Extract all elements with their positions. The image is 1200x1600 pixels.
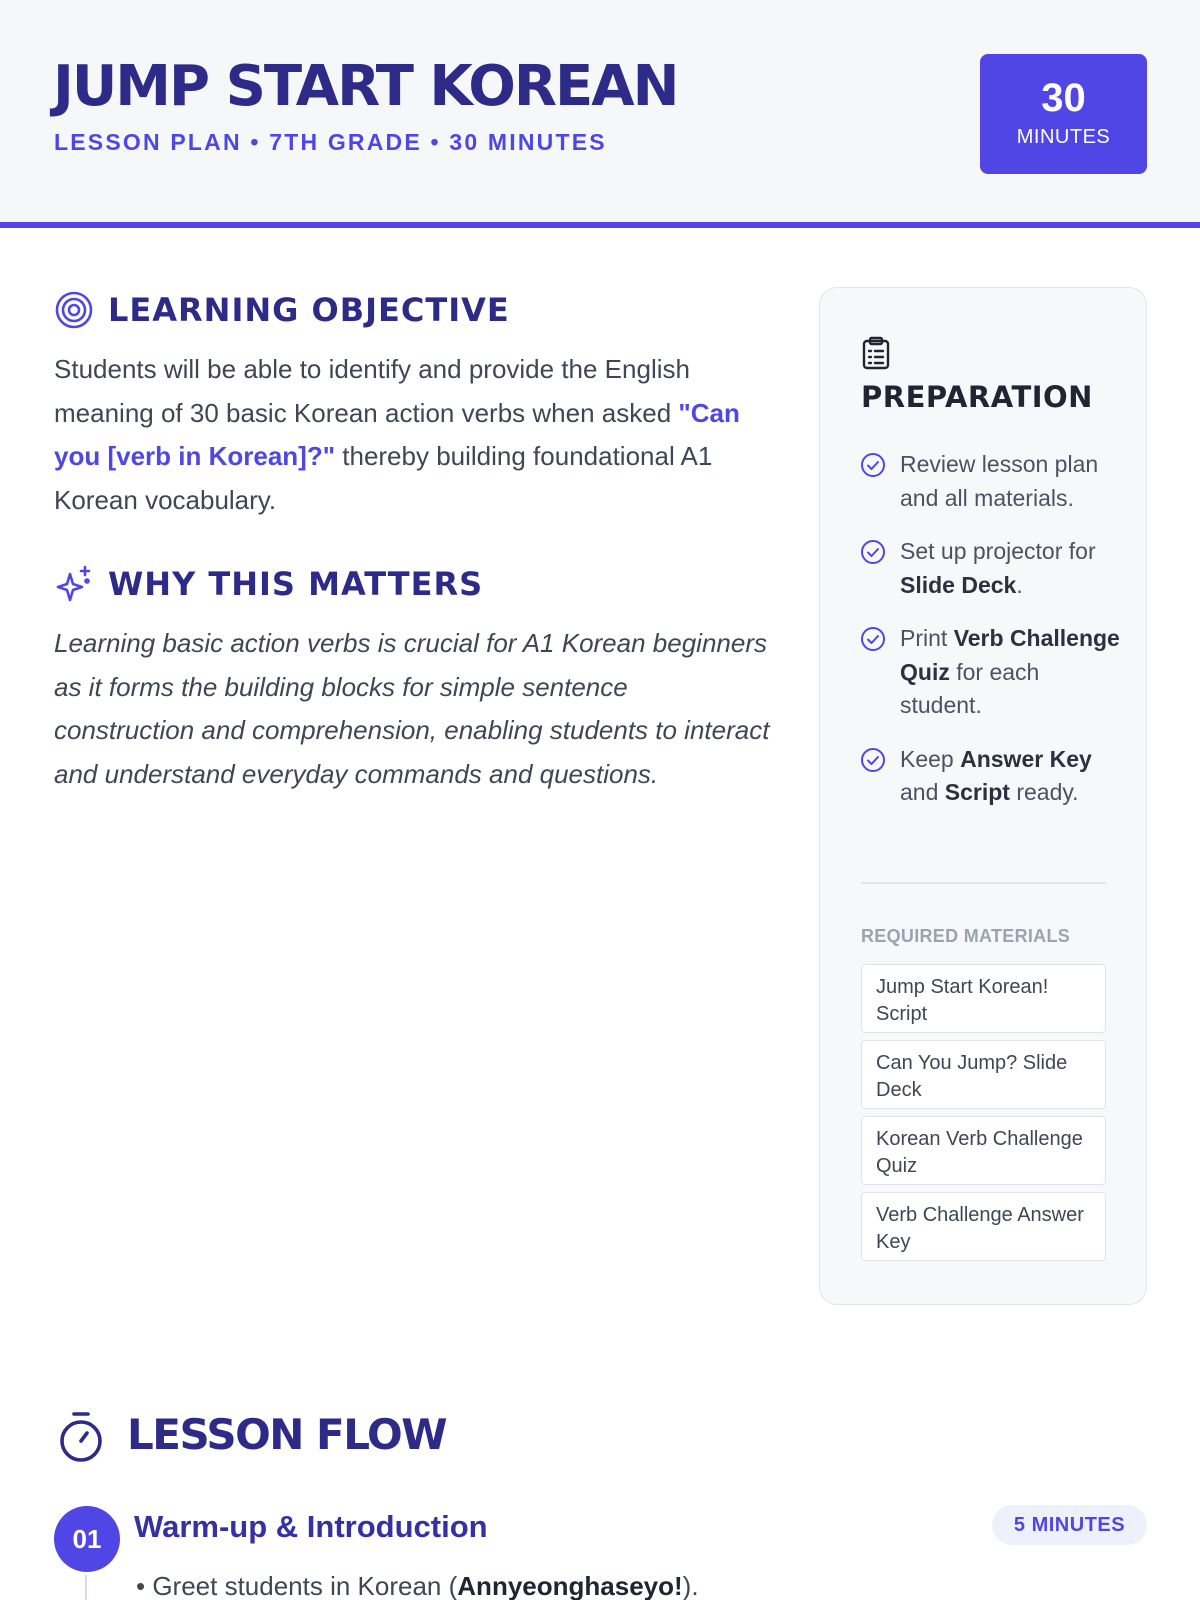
timeline-line	[85, 1575, 87, 1600]
step-bullet-text: • Greet students in Korean (	[136, 1571, 458, 1600]
page-title: JUMP START KOREAN	[53, 54, 678, 119]
duration-unit: MINUTES	[1016, 126, 1111, 148]
objective-highlight: "Can you [verb in Korean]?"	[54, 397, 740, 471]
why-text: Learning basic action verbs is crucial for A1 Korean beginners as it forms the building blocks for simple sentence construction and comprehension, enabling students to interact and understand everyday commands and questions.	[54, 628, 770, 789]
lesson-flow-title: LESSON FLOW	[127, 1410, 447, 1459]
page-header	[0, 0, 1200, 228]
checklist-item-text	[900, 743, 1120, 810]
checklist-text: for each student.	[900, 658, 1040, 718]
step-bullet	[136, 1569, 699, 1600]
duration-value: 30	[1041, 76, 1086, 120]
material-item: Korean Verb Challenge Quiz	[861, 1116, 1106, 1185]
why-heading	[54, 564, 483, 604]
checklist-text: Review lesson plan and all materials.	[900, 451, 1099, 511]
check-circle-icon	[860, 626, 886, 652]
checklist-text: .	[1016, 571, 1023, 598]
material-item: Jump Start Korean! Script	[861, 964, 1106, 1033]
checklist-text: Set up projector for	[900, 538, 1096, 564]
step-bullet-bold: Annyeonghaseyo!	[457, 1571, 683, 1600]
duration-badge	[980, 54, 1147, 174]
check-circle-icon	[860, 539, 886, 565]
preparation-panel	[819, 287, 1147, 1305]
checklist-item	[860, 448, 1120, 515]
checklist-bold: Script	[944, 779, 1010, 805]
checklist-item-text	[900, 448, 1120, 515]
checklist-text: and	[900, 779, 945, 805]
checklist-item	[860, 743, 1120, 810]
panel-divider	[861, 882, 1106, 884]
objective-text-start: Students will be able to identify and provide the English meaning of 30 basic Korean action verbs when asked	[54, 354, 690, 428]
checklist-text: Print	[900, 625, 954, 651]
checklist-bold: Verb Challenge Quiz	[900, 625, 1120, 685]
checklist-bold: Answer Key	[960, 745, 1092, 772]
material-item: Can You Jump? Slide Deck	[861, 1040, 1106, 1109]
objective-text-end: thereby building foundational A1 Korean vocabulary.	[54, 441, 713, 515]
checklist-text: ready.	[1009, 779, 1079, 805]
stopwatch-icon	[56, 1410, 106, 1464]
objective-heading-label: LEARNING OBJECTIVE	[108, 291, 510, 329]
checklist-item	[860, 622, 1120, 723]
checklist-text: Keep	[900, 745, 961, 772]
clipboard-icon	[860, 336, 892, 370]
checklist-item-text	[900, 535, 1120, 602]
step-number: 01	[54, 1506, 120, 1572]
target-icon	[54, 290, 94, 330]
sparkles-icon	[54, 564, 94, 604]
materials-list	[861, 964, 1106, 1268]
step-title: Warm-up & Introduction	[134, 1509, 488, 1544]
checklist-item-text	[900, 622, 1120, 723]
materials-label: REQUIRED MATERIALS	[861, 926, 1071, 946]
objective-text	[54, 348, 774, 522]
preparation-title: PREPARATION	[861, 380, 1093, 414]
page-subtitle: LESSON PLAN • 7TH GRADE • 30 MINUTES	[54, 129, 607, 155]
check-circle-icon	[860, 747, 886, 773]
objective-heading	[54, 290, 510, 330]
step-bullet-text: ).	[682, 1571, 699, 1600]
step-duration-badge: 5 MINUTES	[992, 1505, 1147, 1545]
checklist-item	[860, 535, 1120, 602]
check-circle-icon	[860, 452, 886, 478]
material-item: Verb Challenge Answer Key	[861, 1192, 1106, 1261]
preparation-checklist	[860, 448, 1120, 830]
checklist-bold: Slide Deck	[900, 571, 1017, 598]
why-heading-label: WHY THIS MATTERS	[108, 565, 484, 603]
